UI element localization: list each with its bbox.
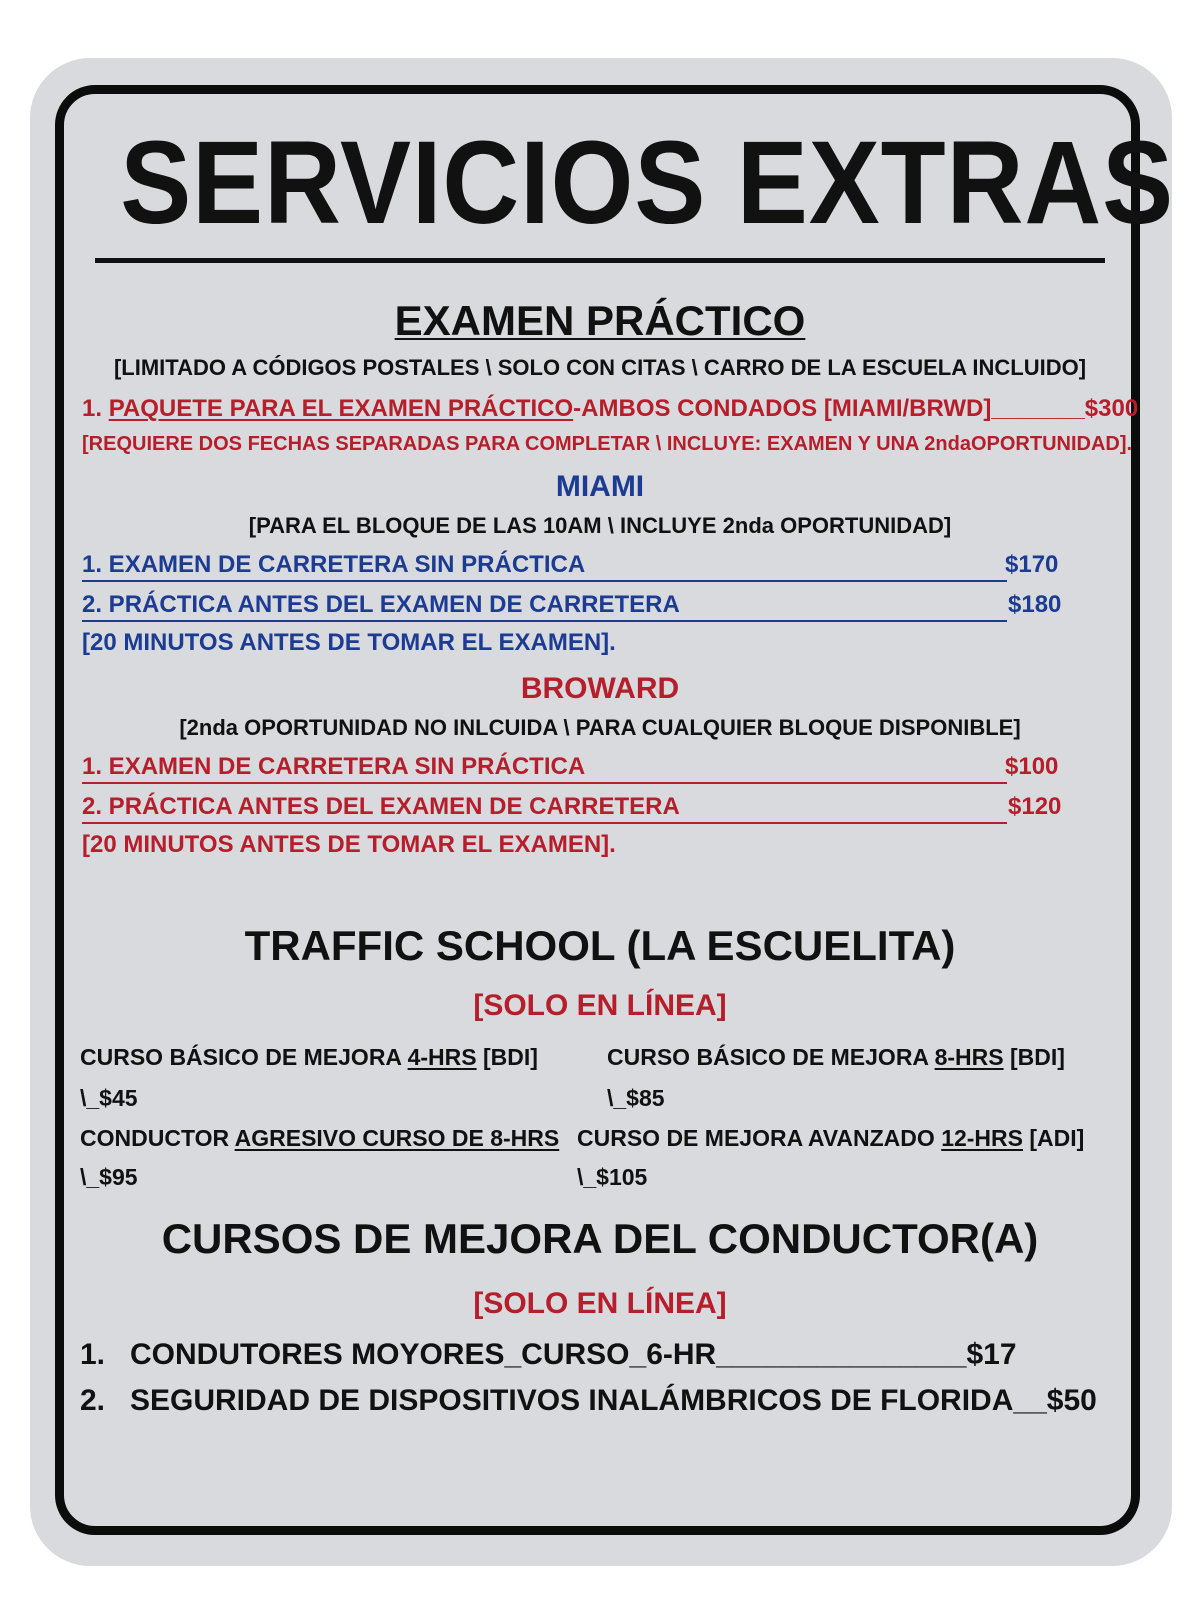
package-item [82,394,1138,424]
course-4hrs: CURSO BÁSICO DE MEJORA 4-HRS [BDI] [80,1044,538,1070]
traffic-heading: TRAFFIC SCHOOL (LA ESCUELITA) [244,922,956,969]
cursos-item-1: 1. CONDUTORES MOYORES_CURSO_6-HR_______________$17 [80,1338,1017,1371]
cursos-sub: [SOLO EN LÍNEA] [473,1287,727,1320]
course-avanzado-price: \_$105 [577,1164,648,1190]
course-8hrs-price: \_$85 [607,1085,665,1111]
course-avanzado: CURSO DE MEJORA AVANZADO 12-HRS [ADI] [577,1125,1085,1151]
cursos-item-2: 2. SEGURIDAD DE DISPOSITIVOS INALÁMBRICOS DE FLORIDA__$50 [80,1384,1097,1417]
package-number: 1. [82,395,103,422]
miami-item-1: 1. EXAMEN DE CARRETERA SIN PRÁCTICA [82,550,1007,582]
course-8hrs: CURSO BÁSICO DE MEJORA 8-HRS [BDI] [607,1044,1065,1070]
miami-price-2: $180 [1008,591,1062,618]
package-rest: -AMBOS CONDADOS [MIAMI/BRWD]_______$300 [573,395,1139,422]
miami-note: [PARA EL BLOQUE DE LAS 10AM \ INCLUYE 2nda OPORTUNIDAD] [248,513,952,538]
traffic-sub: [SOLO EN LÍNEA] [473,989,727,1022]
page-title: SERVICIOS EXTRAS [120,116,1175,249]
course-agresivo-price: \_$95 [80,1164,138,1190]
broward-footnote: [20 MINUTOS ANTES DE TOMAR EL EXAMEN]. [82,831,616,858]
course-4hrs-price: \_$45 [80,1085,138,1111]
broward-price-2: $120 [1008,793,1062,820]
broward-item-1: 1. EXAMEN DE CARRETERA SIN PRÁCTICA [82,752,1007,784]
examen-heading: EXAMEN PRÁCTICO [394,297,806,344]
broward-heading: BROWARD [520,672,680,705]
examen-note: [LIMITADO A CÓDIGOS POSTALES \ SOLO CON CITAS \ CARRO DE LA ESCUELA INCLUIDO] [113,355,1087,380]
miami-footnote: [20 MINUTOS ANTES DE TOMAR EL EXAMEN]. [82,629,616,656]
broward-item-2: 2. PRÁCTICA ANTES DEL EXAMEN DE CARRETERA [82,792,1007,824]
course-agresivo: CONDUCTOR AGRESIVO CURSO DE 8-HRS [80,1125,560,1151]
miami-heading: MIAMI [555,470,645,503]
broward-price-1: $100 [1005,753,1059,780]
miami-price-1: $170 [1005,551,1059,578]
cursos-heading: CURSOS DE MEJORA DEL CONDUCTOR(A) [161,1215,1039,1262]
broward-note: [2nda OPORTUNIDAD NO INLCUIDA \ PARA CUALQUIER BLOQUE DISPONIBLE] [179,715,1021,740]
miami-item-2: 2. PRÁCTICA ANTES DEL EXAMEN DE CARRETERA [82,590,1007,622]
package-name: PAQUETE PARA EL EXAMEN PRÁCTICO [108,395,574,422]
package-note: [REQUIERE DOS FECHAS SEPARADAS PARA COMPLETAR \ INCLUYE: EXAMEN Y UNA 2ndaOPORTUNIDAD]. [82,433,1133,455]
title-divider [95,258,1105,263]
